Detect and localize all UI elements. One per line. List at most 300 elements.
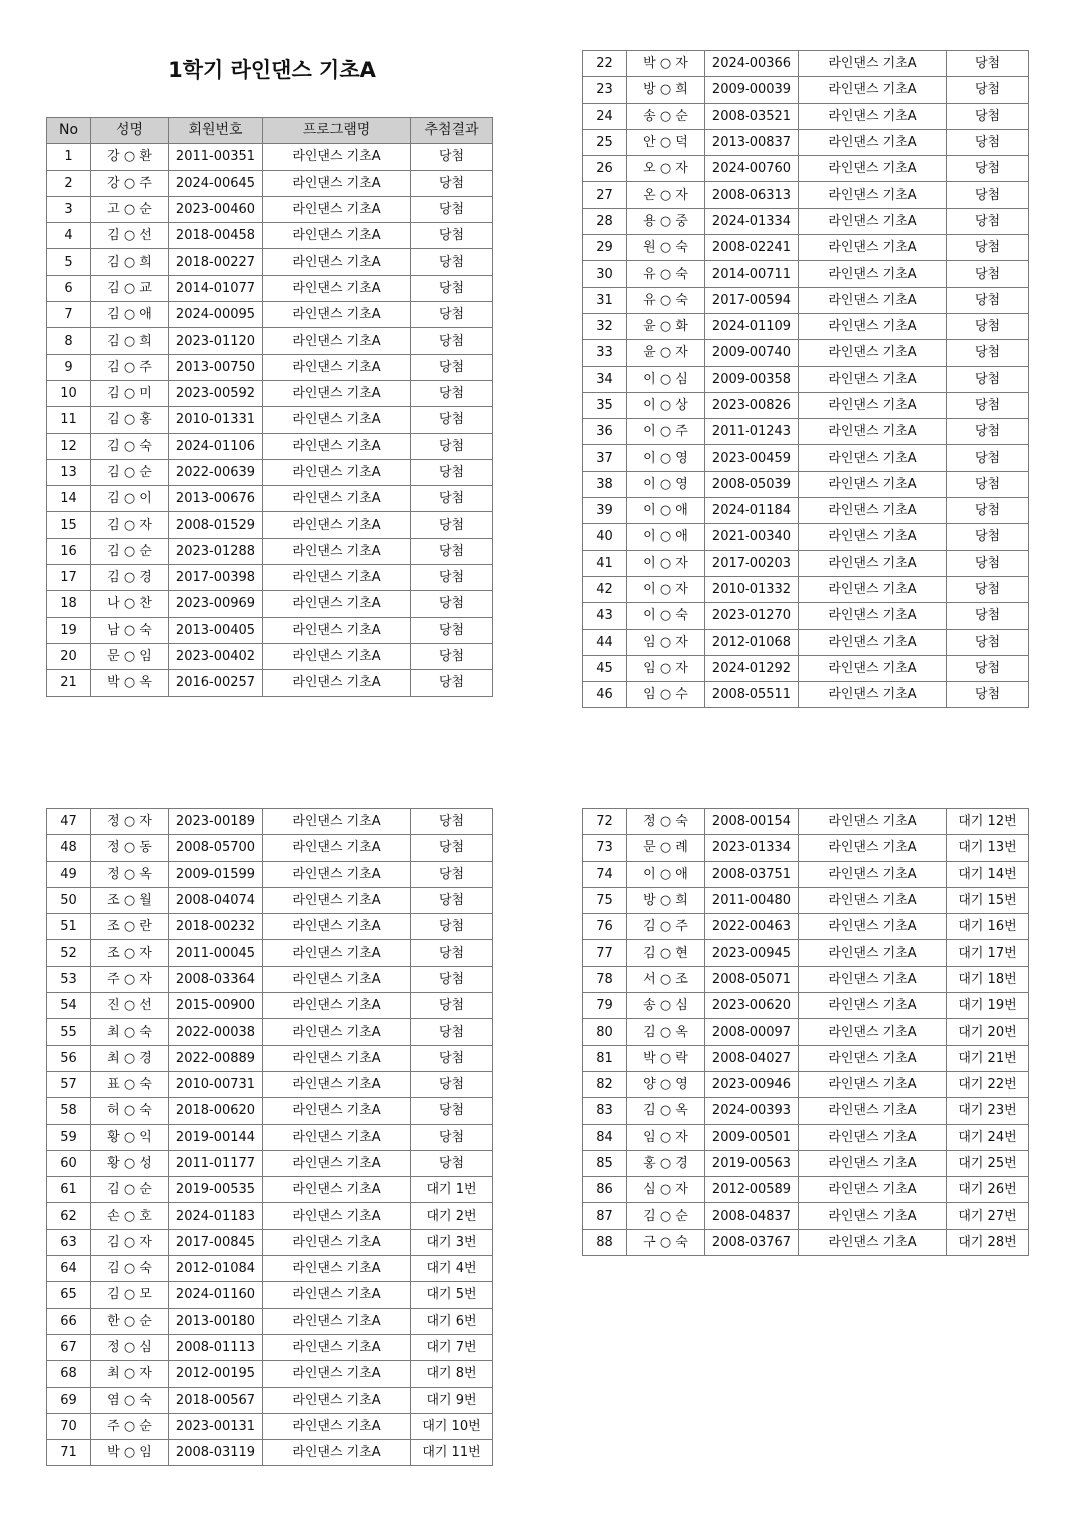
member-name: 온 ○ 자 bbox=[627, 182, 705, 208]
member-name: 김 ○ 선 bbox=[91, 223, 169, 249]
draw-result: 당첨 bbox=[947, 524, 1029, 550]
member-name: 조 ○ 란 bbox=[91, 914, 169, 940]
draw-result: 대기 6번 bbox=[411, 1308, 493, 1334]
table-row bbox=[583, 313, 1029, 339]
member-name: 정 ○ 숙 bbox=[627, 809, 705, 835]
row-no: 52 bbox=[47, 940, 91, 966]
program-name: 라인댄스 기초A bbox=[263, 354, 411, 380]
member-id: 2011-00351 bbox=[169, 144, 263, 170]
program-name: 라인댄스 기초A bbox=[799, 156, 947, 182]
draw-result: 당첨 bbox=[947, 313, 1029, 339]
draw-result: 대기 1번 bbox=[411, 1177, 493, 1203]
table-row bbox=[583, 655, 1029, 681]
draw-result: 당첨 bbox=[411, 328, 493, 354]
row-no: 11 bbox=[47, 407, 91, 433]
draw-result: 당첨 bbox=[411, 170, 493, 196]
member-name: 주 ○ 순 bbox=[91, 1413, 169, 1439]
member-id: 2008-06313 bbox=[705, 182, 799, 208]
program-name: 라인댄스 기초A bbox=[799, 835, 947, 861]
member-id: 2018-00620 bbox=[169, 1098, 263, 1124]
draw-result: 당첨 bbox=[947, 287, 1029, 313]
table-row bbox=[47, 940, 493, 966]
member-name: 김 ○ 순 bbox=[627, 1203, 705, 1229]
member-name: 김 ○ 순 bbox=[91, 459, 169, 485]
draw-result: 당첨 bbox=[411, 835, 493, 861]
member-id: 2024-01106 bbox=[169, 433, 263, 459]
member-name: 이 ○ 영 bbox=[627, 445, 705, 471]
program-name: 라인댄스 기초A bbox=[263, 1361, 411, 1387]
member-id: 2010-00731 bbox=[169, 1071, 263, 1097]
member-name: 오 ○ 자 bbox=[627, 156, 705, 182]
program-name: 라인댄스 기초A bbox=[263, 591, 411, 617]
table-row bbox=[47, 1282, 493, 1308]
member-name: 김 ○ 자 bbox=[91, 1229, 169, 1255]
draw-result: 당첨 bbox=[947, 261, 1029, 287]
draw-result: 대기 8번 bbox=[411, 1361, 493, 1387]
member-id: 2009-00501 bbox=[705, 1124, 799, 1150]
row-no: 25 bbox=[583, 129, 627, 155]
member-id: 2012-01068 bbox=[705, 629, 799, 655]
member-name: 박 ○ 락 bbox=[627, 1045, 705, 1071]
member-name: 구 ○ 숙 bbox=[627, 1229, 705, 1255]
member-id: 2009-00358 bbox=[705, 366, 799, 392]
table-row bbox=[47, 380, 493, 406]
member-name: 이 ○ 심 bbox=[627, 366, 705, 392]
table-row bbox=[583, 261, 1029, 287]
row-no: 67 bbox=[47, 1334, 91, 1360]
draw-result: 대기 3번 bbox=[411, 1229, 493, 1255]
program-name: 라인댄스 기초A bbox=[263, 170, 411, 196]
draw-result: 당첨 bbox=[411, 512, 493, 538]
table-row bbox=[47, 591, 493, 617]
program-name: 라인댄스 기초A bbox=[263, 407, 411, 433]
draw-result: 대기 11번 bbox=[411, 1440, 493, 1466]
row-no: 40 bbox=[583, 524, 627, 550]
member-id: 2023-00189 bbox=[169, 809, 263, 835]
program-name: 라인댄스 기초A bbox=[799, 576, 947, 602]
program-name: 라인댄스 기초A bbox=[263, 302, 411, 328]
member-name: 송 ○ 심 bbox=[627, 993, 705, 1019]
member-id: 2018-00232 bbox=[169, 914, 263, 940]
row-no: 43 bbox=[583, 603, 627, 629]
program-name: 라인댄스 기초A bbox=[799, 235, 947, 261]
draw-result: 당첨 bbox=[411, 486, 493, 512]
member-id: 2023-00969 bbox=[169, 591, 263, 617]
table-row bbox=[47, 354, 493, 380]
member-name: 김 ○ 희 bbox=[91, 249, 169, 275]
table-row bbox=[47, 302, 493, 328]
member-id: 2023-00945 bbox=[705, 940, 799, 966]
member-name: 김 ○ 교 bbox=[91, 275, 169, 301]
member-name: 김 ○ 애 bbox=[91, 302, 169, 328]
draw-result: 대기 24번 bbox=[947, 1124, 1029, 1150]
row-no: 71 bbox=[47, 1440, 91, 1466]
member-id: 2008-05071 bbox=[705, 966, 799, 992]
program-name: 라인댄스 기초A bbox=[263, 940, 411, 966]
table-row bbox=[583, 940, 1029, 966]
row-no: 32 bbox=[583, 313, 627, 339]
row-no: 6 bbox=[47, 275, 91, 301]
row-no: 47 bbox=[47, 809, 91, 835]
row-no: 78 bbox=[583, 966, 627, 992]
program-name: 라인댄스 기초A bbox=[263, 1045, 411, 1071]
draw-result: 당첨 bbox=[411, 144, 493, 170]
member-id: 2015-00900 bbox=[169, 993, 263, 1019]
member-id: 2023-00459 bbox=[705, 445, 799, 471]
header-no: No bbox=[47, 118, 91, 144]
draw-result: 당첨 bbox=[947, 576, 1029, 602]
member-id: 2019-00563 bbox=[705, 1150, 799, 1176]
row-no: 88 bbox=[583, 1229, 627, 1255]
program-name: 라인댄스 기초A bbox=[799, 1098, 947, 1124]
program-name: 라인댄스 기초A bbox=[799, 887, 947, 913]
table-row bbox=[47, 328, 493, 354]
table-row bbox=[583, 77, 1029, 103]
member-name: 김 ○ 순 bbox=[91, 1177, 169, 1203]
member-id: 2017-00594 bbox=[705, 287, 799, 313]
member-name: 정 ○ 심 bbox=[91, 1334, 169, 1360]
draw-result: 당첨 bbox=[947, 51, 1029, 77]
draw-result: 당첨 bbox=[947, 235, 1029, 261]
row-no: 12 bbox=[47, 433, 91, 459]
program-name: 라인댄스 기초A bbox=[799, 208, 947, 234]
row-no: 70 bbox=[47, 1413, 91, 1439]
table-row bbox=[47, 1413, 493, 1439]
member-id: 2016-00257 bbox=[169, 670, 263, 696]
member-id: 2023-00131 bbox=[169, 1413, 263, 1439]
draw-result: 대기 25번 bbox=[947, 1150, 1029, 1176]
draw-result: 당첨 bbox=[947, 156, 1029, 182]
row-no: 27 bbox=[583, 182, 627, 208]
member-id: 2013-00837 bbox=[705, 129, 799, 155]
member-name: 윤 ○ 화 bbox=[627, 313, 705, 339]
draw-result: 당첨 bbox=[411, 249, 493, 275]
result-table-3 bbox=[46, 808, 493, 1466]
member-name: 심 ○ 자 bbox=[627, 1177, 705, 1203]
row-no: 17 bbox=[47, 565, 91, 591]
table-row bbox=[583, 550, 1029, 576]
table-row bbox=[583, 861, 1029, 887]
program-name: 라인댄스 기초A bbox=[263, 1150, 411, 1176]
member-id: 2013-00676 bbox=[169, 486, 263, 512]
program-name: 라인댄스 기초A bbox=[263, 512, 411, 538]
table-row bbox=[47, 1440, 493, 1466]
member-name: 김 ○ 홍 bbox=[91, 407, 169, 433]
row-no: 57 bbox=[47, 1071, 91, 1097]
row-no: 86 bbox=[583, 1177, 627, 1203]
row-no: 18 bbox=[47, 591, 91, 617]
table-row bbox=[583, 1098, 1029, 1124]
member-name: 이 ○ 애 bbox=[627, 524, 705, 550]
table-row bbox=[47, 1071, 493, 1097]
program-name: 라인댄스 기초A bbox=[799, 1229, 947, 1255]
row-no: 8 bbox=[47, 328, 91, 354]
draw-result: 대기 2번 bbox=[411, 1203, 493, 1229]
member-name: 김 ○ 순 bbox=[91, 538, 169, 564]
member-id: 2011-01177 bbox=[169, 1150, 263, 1176]
header-name: 성명 bbox=[91, 118, 169, 144]
member-id: 2014-01077 bbox=[169, 275, 263, 301]
row-no: 87 bbox=[583, 1203, 627, 1229]
member-name: 황 ○ 성 bbox=[91, 1150, 169, 1176]
program-name: 라인댄스 기초A bbox=[263, 196, 411, 222]
program-name: 라인댄스 기초A bbox=[799, 182, 947, 208]
member-id: 2008-03364 bbox=[169, 966, 263, 992]
table-row bbox=[583, 445, 1029, 471]
member-id: 2008-05511 bbox=[705, 682, 799, 708]
member-name: 김 ○ 숙 bbox=[91, 433, 169, 459]
table-row bbox=[47, 565, 493, 591]
draw-result: 당첨 bbox=[411, 354, 493, 380]
table-row bbox=[47, 249, 493, 275]
table-row bbox=[47, 275, 493, 301]
program-name: 라인댄스 기초A bbox=[799, 655, 947, 681]
program-name: 라인댄스 기초A bbox=[263, 565, 411, 591]
row-no: 49 bbox=[47, 861, 91, 887]
draw-result: 당첨 bbox=[947, 182, 1029, 208]
draw-result: 대기 22번 bbox=[947, 1071, 1029, 1097]
member-id: 2017-00203 bbox=[705, 550, 799, 576]
member-name: 최 ○ 숙 bbox=[91, 1019, 169, 1045]
row-no: 1 bbox=[47, 144, 91, 170]
table-row bbox=[47, 1098, 493, 1124]
program-name: 라인댄스 기초A bbox=[799, 77, 947, 103]
draw-result: 당첨 bbox=[411, 861, 493, 887]
member-id: 2008-05039 bbox=[705, 471, 799, 497]
member-name: 염 ○ 숙 bbox=[91, 1387, 169, 1413]
member-name: 강 ○ 주 bbox=[91, 170, 169, 196]
member-id: 2012-01084 bbox=[169, 1256, 263, 1282]
program-name: 라인댄스 기초A bbox=[263, 144, 411, 170]
row-no: 34 bbox=[583, 366, 627, 392]
program-name: 라인댄스 기초A bbox=[263, 861, 411, 887]
row-no: 74 bbox=[583, 861, 627, 887]
table-row bbox=[583, 914, 1029, 940]
member-id: 2009-00039 bbox=[705, 77, 799, 103]
result-table-4 bbox=[582, 808, 1029, 1256]
draw-result: 당첨 bbox=[411, 914, 493, 940]
member-id: 2024-00393 bbox=[705, 1098, 799, 1124]
row-no: 5 bbox=[47, 249, 91, 275]
row-no: 61 bbox=[47, 1177, 91, 1203]
member-id: 2024-00645 bbox=[169, 170, 263, 196]
row-no: 82 bbox=[583, 1071, 627, 1097]
row-no: 20 bbox=[47, 643, 91, 669]
draw-result: 당첨 bbox=[411, 538, 493, 564]
member-id: 2008-03767 bbox=[705, 1229, 799, 1255]
draw-result: 당첨 bbox=[947, 629, 1029, 655]
draw-result: 당첨 bbox=[411, 1071, 493, 1097]
member-id: 2008-05700 bbox=[169, 835, 263, 861]
row-no: 80 bbox=[583, 1019, 627, 1045]
row-no: 51 bbox=[47, 914, 91, 940]
table-row bbox=[47, 993, 493, 1019]
program-name: 라인댄스 기초A bbox=[263, 433, 411, 459]
program-name: 라인댄스 기초A bbox=[799, 287, 947, 313]
table-row bbox=[47, 835, 493, 861]
member-name: 박 ○ 임 bbox=[91, 1440, 169, 1466]
program-name: 라인댄스 기초A bbox=[263, 486, 411, 512]
table-row bbox=[47, 1229, 493, 1255]
row-no: 24 bbox=[583, 103, 627, 129]
table-row bbox=[47, 1019, 493, 1045]
row-no: 76 bbox=[583, 914, 627, 940]
row-no: 84 bbox=[583, 1124, 627, 1150]
member-id: 2013-00180 bbox=[169, 1308, 263, 1334]
program-name: 라인댄스 기초A bbox=[799, 340, 947, 366]
table-row bbox=[47, 966, 493, 992]
draw-result: 당첨 bbox=[947, 445, 1029, 471]
member-name: 임 ○ 수 bbox=[627, 682, 705, 708]
member-id: 2023-00402 bbox=[169, 643, 263, 669]
table-row bbox=[47, 861, 493, 887]
program-name: 라인댄스 기초A bbox=[263, 617, 411, 643]
draw-result: 대기 21번 bbox=[947, 1045, 1029, 1071]
draw-result: 당첨 bbox=[411, 302, 493, 328]
member-id: 2010-01332 bbox=[705, 576, 799, 602]
row-no: 83 bbox=[583, 1098, 627, 1124]
row-no: 46 bbox=[583, 682, 627, 708]
member-id: 2019-00144 bbox=[169, 1124, 263, 1150]
program-name: 라인댄스 기초A bbox=[799, 1019, 947, 1045]
row-no: 65 bbox=[47, 1282, 91, 1308]
member-id: 2023-00592 bbox=[169, 380, 263, 406]
table-row bbox=[583, 419, 1029, 445]
table-row bbox=[583, 809, 1029, 835]
member-name: 김 ○ 이 bbox=[91, 486, 169, 512]
draw-result: 당첨 bbox=[947, 77, 1029, 103]
table-row bbox=[47, 809, 493, 835]
table-row bbox=[583, 471, 1029, 497]
member-name: 용 ○ 중 bbox=[627, 208, 705, 234]
draw-result: 당첨 bbox=[411, 565, 493, 591]
member-id: 2009-01599 bbox=[169, 861, 263, 887]
draw-result: 당첨 bbox=[411, 196, 493, 222]
member-id: 2022-00639 bbox=[169, 459, 263, 485]
member-id: 2023-00460 bbox=[169, 196, 263, 222]
program-name: 라인댄스 기초A bbox=[799, 603, 947, 629]
program-name: 라인댄스 기초A bbox=[263, 914, 411, 940]
member-id: 2018-00458 bbox=[169, 223, 263, 249]
member-id: 2022-00889 bbox=[169, 1045, 263, 1071]
row-no: 55 bbox=[47, 1019, 91, 1045]
draw-result: 당첨 bbox=[411, 809, 493, 835]
member-id: 2024-01334 bbox=[705, 208, 799, 234]
member-name: 이 ○ 자 bbox=[627, 550, 705, 576]
member-id: 2022-00038 bbox=[169, 1019, 263, 1045]
member-id: 2017-00398 bbox=[169, 565, 263, 591]
program-name: 라인댄스 기초A bbox=[799, 392, 947, 418]
member-name: 박 ○ 자 bbox=[627, 51, 705, 77]
member-id: 2023-01270 bbox=[705, 603, 799, 629]
draw-result: 당첨 bbox=[947, 419, 1029, 445]
row-no: 45 bbox=[583, 655, 627, 681]
row-no: 22 bbox=[583, 51, 627, 77]
program-name: 라인댄스 기초A bbox=[263, 538, 411, 564]
program-name: 라인댄스 기초A bbox=[263, 1308, 411, 1334]
draw-result: 당첨 bbox=[411, 617, 493, 643]
row-no: 79 bbox=[583, 993, 627, 1019]
member-name: 고 ○ 순 bbox=[91, 196, 169, 222]
draw-result: 당첨 bbox=[411, 407, 493, 433]
member-name: 김 ○ 경 bbox=[91, 565, 169, 591]
member-name: 김 ○ 주 bbox=[627, 914, 705, 940]
member-name: 양 ○ 영 bbox=[627, 1071, 705, 1097]
member-name: 김 ○ 희 bbox=[91, 328, 169, 354]
row-no: 73 bbox=[583, 835, 627, 861]
draw-result: 대기 16번 bbox=[947, 914, 1029, 940]
member-name: 이 ○ 주 bbox=[627, 419, 705, 445]
member-name: 유 ○ 숙 bbox=[627, 261, 705, 287]
member-name: 문 ○ 례 bbox=[627, 835, 705, 861]
draw-result: 당첨 bbox=[947, 471, 1029, 497]
table-row bbox=[47, 670, 493, 696]
member-name: 이 ○ 애 bbox=[627, 861, 705, 887]
table-row bbox=[47, 1361, 493, 1387]
row-no: 37 bbox=[583, 445, 627, 471]
member-name: 서 ○ 조 bbox=[627, 966, 705, 992]
program-name: 라인댄스 기초A bbox=[799, 682, 947, 708]
draw-result: 당첨 bbox=[411, 966, 493, 992]
row-no: 36 bbox=[583, 419, 627, 445]
table-row bbox=[583, 498, 1029, 524]
program-name: 라인댄스 기초A bbox=[263, 380, 411, 406]
table-row bbox=[583, 1177, 1029, 1203]
draw-result: 당첨 bbox=[947, 682, 1029, 708]
member-id: 2008-03521 bbox=[705, 103, 799, 129]
program-name: 라인댄스 기초A bbox=[263, 993, 411, 1019]
table-row bbox=[47, 486, 493, 512]
member-name: 표 ○ 숙 bbox=[91, 1071, 169, 1097]
row-no: 44 bbox=[583, 629, 627, 655]
table-row bbox=[583, 208, 1029, 234]
member-name: 김 ○ 모 bbox=[91, 1282, 169, 1308]
row-no: 13 bbox=[47, 459, 91, 485]
table-row bbox=[47, 433, 493, 459]
member-name: 이 ○ 상 bbox=[627, 392, 705, 418]
member-id: 2008-00154 bbox=[705, 809, 799, 835]
table-row bbox=[47, 1387, 493, 1413]
member-name: 최 ○ 경 bbox=[91, 1045, 169, 1071]
row-no: 7 bbox=[47, 302, 91, 328]
row-no: 3 bbox=[47, 196, 91, 222]
row-no: 39 bbox=[583, 498, 627, 524]
member-name: 강 ○ 환 bbox=[91, 144, 169, 170]
member-id: 2011-01243 bbox=[705, 419, 799, 445]
row-no: 69 bbox=[47, 1387, 91, 1413]
table-row bbox=[583, 235, 1029, 261]
draw-result: 대기 27번 bbox=[947, 1203, 1029, 1229]
draw-result: 당첨 bbox=[947, 103, 1029, 129]
table-row bbox=[583, 1124, 1029, 1150]
program-name: 라인댄스 기초A bbox=[799, 629, 947, 655]
table-row bbox=[583, 103, 1029, 129]
table-row bbox=[583, 682, 1029, 708]
program-name: 라인댄스 기초A bbox=[263, 643, 411, 669]
member-name: 이 ○ 영 bbox=[627, 471, 705, 497]
draw-result: 대기 7번 bbox=[411, 1334, 493, 1360]
member-id: 2012-00589 bbox=[705, 1177, 799, 1203]
row-no: 23 bbox=[583, 77, 627, 103]
row-no: 21 bbox=[47, 670, 91, 696]
table-row bbox=[47, 617, 493, 643]
table-row bbox=[47, 512, 493, 538]
member-id: 2024-01183 bbox=[169, 1203, 263, 1229]
member-id: 2013-00405 bbox=[169, 617, 263, 643]
draw-result: 당첨 bbox=[947, 550, 1029, 576]
member-id: 2018-00227 bbox=[169, 249, 263, 275]
program-name: 라인댄스 기초A bbox=[263, 1413, 411, 1439]
